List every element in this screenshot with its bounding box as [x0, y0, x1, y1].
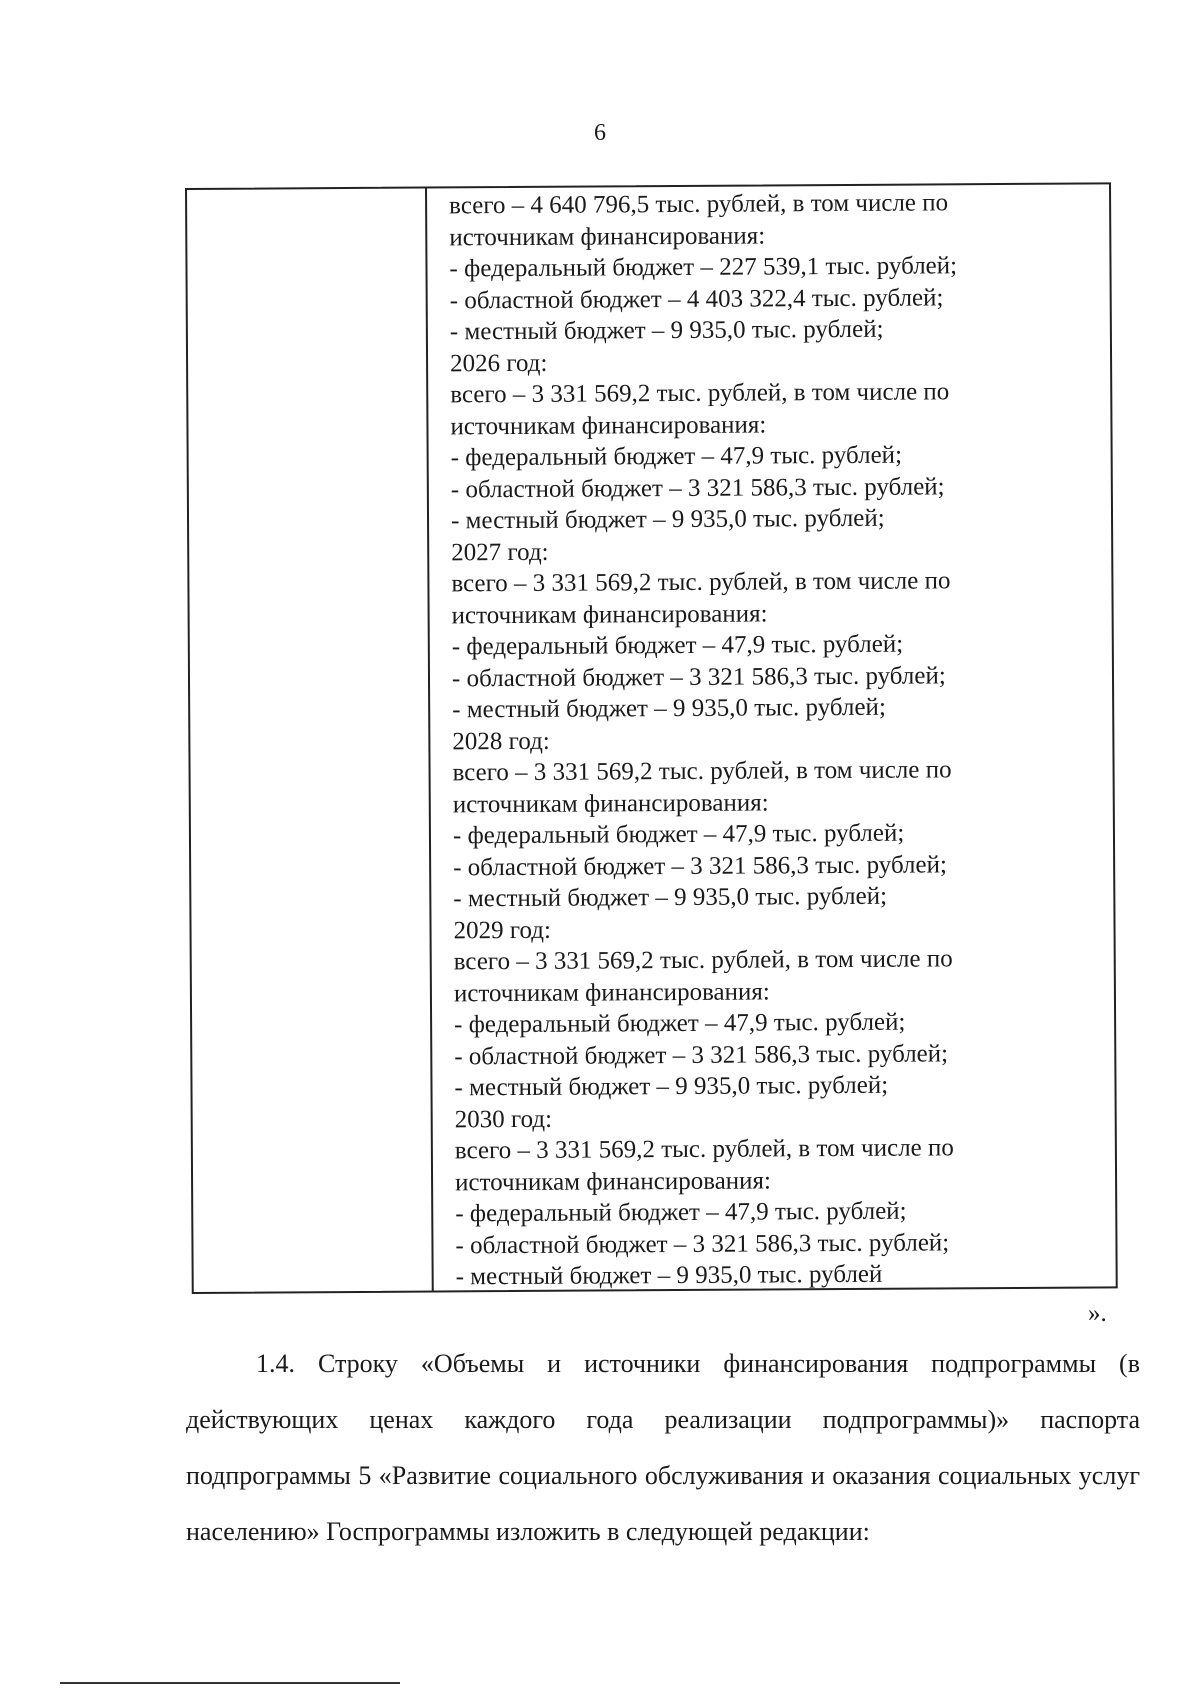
- table-line: всего – 3 331 569,2 тыс. рублей, в том числе по: [452, 756, 952, 787]
- table-line: всего – 4 640 796,5 тыс. рублей, в том числе по: [449, 189, 949, 220]
- table-line: источникам финансирования:: [452, 788, 769, 818]
- table-line: всего – 3 331 569,2 тыс. рублей, в том числе по: [454, 1134, 954, 1165]
- table-line: 2026 год:: [449, 349, 548, 377]
- table-line: 2029 год:: [453, 916, 551, 944]
- table-line: источникам финансирования:: [450, 410, 767, 440]
- bottom-divider: [60, 1682, 400, 1684]
- table-line: - федеральный бюджет – 47,9 тыс. рублей;: [454, 1008, 906, 1039]
- table-line: источникам финансирования:: [453, 977, 770, 1007]
- table-line: 2027 год:: [451, 538, 549, 566]
- table-line: всего – 3 331 569,2 тыс. рублей, в том числе по: [451, 567, 951, 598]
- table-line: - областной бюджет – 4 403 322,4 тыс. рублей;: [449, 283, 944, 314]
- table-line: - местный бюджет – 9 935,0 тыс. рублей;: [453, 882, 888, 913]
- table-line: - областной бюджет – 3 321 586,3 тыс. рублей;: [451, 661, 946, 692]
- table-line: источникам финансирования:: [449, 221, 766, 251]
- table-line: - местный бюджет – 9 935,0 тыс. рублей;: [450, 504, 885, 535]
- table-left-cell: [187, 189, 434, 1292]
- table-line: - федеральный бюджет – 47,9 тыс. рублей;: [455, 1197, 907, 1228]
- table-line: всего – 3 331 569,2 тыс. рублей, в том числе по: [453, 945, 953, 976]
- table-line: - федеральный бюджет – 227 539,1 тыс. рублей;: [449, 252, 958, 283]
- table-line: - местный бюджет – 9 935,0 тыс. рублей;: [449, 315, 884, 346]
- table-line: - федеральный бюджет – 47,9 тыс. рублей;: [451, 630, 904, 661]
- financing-table: [185, 182, 1118, 1294]
- table-line: источникам финансирования:: [454, 1166, 772, 1196]
- table-line: источникам финансирования:: [451, 599, 768, 629]
- table-line: - областной бюджет – 3 321 586,3 тыс. рублей;: [453, 850, 947, 881]
- table-line: - местный бюджет – 9 935,0 тыс. рублей;: [454, 1071, 889, 1102]
- table-line: 2030 год:: [454, 1105, 553, 1133]
- page-number: 6: [594, 120, 606, 146]
- table-line: - местный бюджет – 9 935,0 тыс. рублей;: [452, 693, 886, 724]
- table-line: - областной бюджет – 3 321 586,3 тыс. рублей;: [454, 1039, 949, 1070]
- amendment-paragraph: 1.4. Строку «Объемы и источники финансирования подпрограммы (в действующих ценах каждого года реализации подпрограммы)» паспорта подпрограммы 5 «Развитие социального обслуживания и оказания социальных услуг населению» Госпрограммы изложить в следующей редакции:: [186, 1349, 1140, 1546]
- table-line: - областной бюджет – 3 321 586,3 тыс. рублей;: [455, 1228, 950, 1259]
- table-line: - федеральный бюджет – 47,9 тыс. рублей;: [450, 441, 903, 472]
- table-line: - местный бюджет – 9 935,0 тыс. рублей: [455, 1260, 883, 1291]
- table-line: - федеральный бюджет – 47,9 тыс. рублей;: [452, 819, 905, 850]
- table-line: всего – 3 331 569,2 тыс. рублей, в том числе по: [450, 378, 950, 409]
- table-line: - областной бюджет – 3 321 586,3 тыс. рублей;: [450, 472, 945, 503]
- closing-quote: ».: [1088, 1300, 1107, 1327]
- table-line: 2028 год:: [452, 727, 550, 755]
- table-right-cell: [427, 184, 1116, 1290]
